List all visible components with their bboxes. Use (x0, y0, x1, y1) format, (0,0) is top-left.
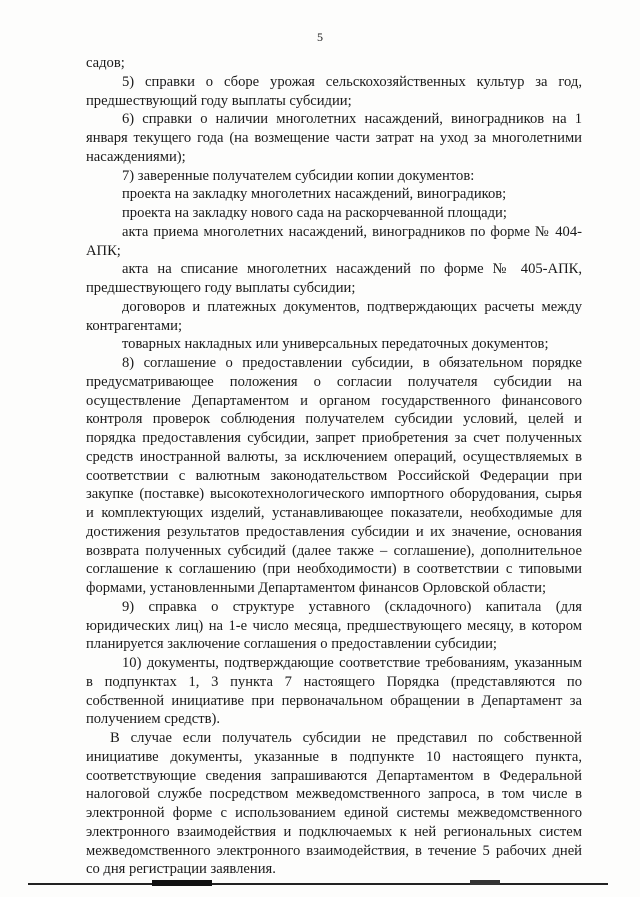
paragraph-item-10: 10) документы, подтверждающие соответствие требованиям, указанным в подпунктах 1, 3 пункта 7 настоящего Порядка (представляются по собственной инициативе при первоначальном обращении в Департамент за получением средств). (86, 655, 582, 728)
scan-edge-blot-right (470, 880, 500, 885)
scan-edge-blot (152, 880, 212, 886)
paragraph-item-7-invoices: товарных накладных или универсальных передаточных документов; (122, 336, 549, 353)
paragraph-item-7-project-planting: проекта на закладку многолетних насаждений, виноградиков; (122, 186, 507, 203)
paragraph-item-6: 6) справки о наличии многолетних насаждений, виноградников на 1 января текущего года (на возмещение части затрат на уход за многолетними насаждениями); (86, 111, 582, 165)
paragraph-item-7-contracts: договоров и платежных документов, подтверждающих расчеты между контрагентами; (86, 298, 582, 334)
paragraph-item-7-project-garden: проекта на закладку нового сада на раскорчеванной площади; (122, 205, 507, 221)
paragraph-closing: В случае если получатель субсидии не представил по собственной инициативе документы, указанные в подпункте 10 настоящего пункта, соответствующие сведения запрашиваются Департаментом в Федеральной налоговой службе посредством межведомственного запроса, в том числе в электронной форме с использованием единой системы межведомственного электронного взаимодействия и подключаемых к ней региональных систем межведомственного электронного взаимодействия, в течение 5 рабочих дней со дня регистрации заявления. (86, 730, 582, 878)
paragraph-gardens-continuation: садов; (86, 55, 125, 71)
paragraph-item-7: 7) заверенные получателем субсидии копии документов: (122, 167, 475, 184)
paragraph-item-7-write-off-act: акта на списание многолетних насаждений по форме № 405-АПК, предшествующего году выплаты субсидии; (86, 261, 582, 296)
page-number: 5 (317, 30, 323, 44)
paragraph-item-5: 5) справки о сборе урожая сельскохозяйственных культур за год, предшествующий году выплаты субсидии; (86, 73, 582, 109)
paragraph-item-7-acceptance-act: акта приема многолетних насаждений, виноградников по форме № 404-АПК; (86, 223, 582, 259)
paragraph-item-9: 9) справка о структуре уставного (складочного) капитала (для юридических лиц) на 1-е число месяца, предшествующего месяцу, в котором планируется заключение соглашения о предоставлении субсидии; (86, 598, 582, 653)
document-body (86, 54, 582, 879)
scan-edge-line (28, 883, 608, 885)
paragraph-item-8: 8) соглашение о предоставлении субсидии, в обязательном порядке предусматривающее положения о согласии получателя субсидии на осуществление Департаментом и органом государственного финансового контроля проверок соблюдения получателем субсидии условий, целей и порядка предоставления субсидии, запрет приобретения за счет полученных средств иностранной валюты, за исключением операций, осуществляемых в соответствии с валютным законодательством Российской Федерации при закупке (поставке) высокотехнологического импортного оборудования, сырья и комплектующих изделий, устанавливающее показатели, необходимые для достижения результатов предоставления субсидии и их значение, основания возврата полученных субсидий (далее также – соглашение), дополнительное соглашение к соглашению (при необходимости) в соответствии с типовыми формами, установленными Департаментом финансов Орловской области; (86, 355, 582, 596)
